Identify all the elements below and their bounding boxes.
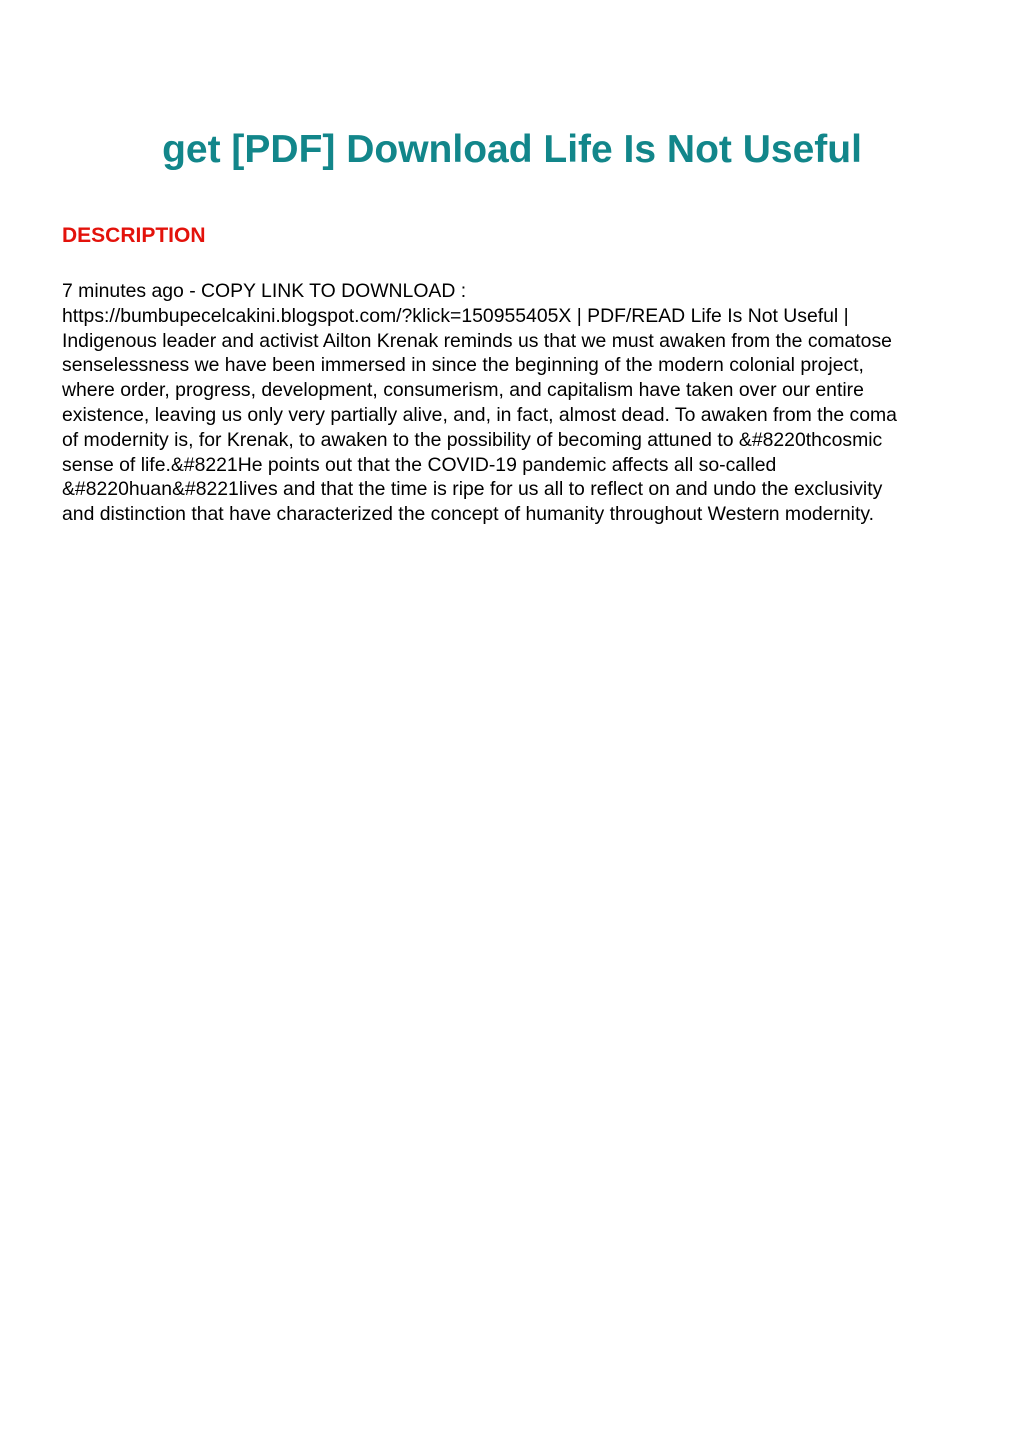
description-line: &#8220huan&#8221lives and that the time is ripe for us all to reflect on and undo the exclusivity (62, 478, 883, 501)
description-line: and distinction that have characterized the concept of humanity throughout Western modernity. (62, 503, 875, 526)
description-line: senselessness we have been immersed in since the beginning of the modern colonial project, (62, 354, 864, 377)
description-body (62, 279, 982, 527)
description-line: Indigenous leader and activist Ailton Krenak reminds us that we must awaken from the comatose (62, 329, 892, 352)
description-line: where order, progress, development, consumerism, and capitalism have taken over our entire (62, 379, 864, 402)
description-line: existence, leaving us only very partially alive, and, in fact, almost dead. To awaken from the coma (62, 403, 897, 426)
description-line: 7 minutes ago - COPY LINK TO DOWNLOAD : (62, 280, 467, 302)
description-line: of modernity is, for Krenak, to awaken to the possibility of becoming attuned to &#8220thcosmic (62, 428, 883, 451)
document-title: get [PDF] Download Life Is Not Useful (162, 128, 862, 171)
description-heading: DESCRIPTION (62, 224, 206, 247)
description-line: sense of life.&#8221He points out that the COVID-19 pandemic affects all so-called (62, 453, 777, 476)
download-link[interactable]: https://bumbupecelcakini.blogspot.com/?klick=150955405X | PDF/READ Life Is Not Useful | (62, 304, 849, 327)
